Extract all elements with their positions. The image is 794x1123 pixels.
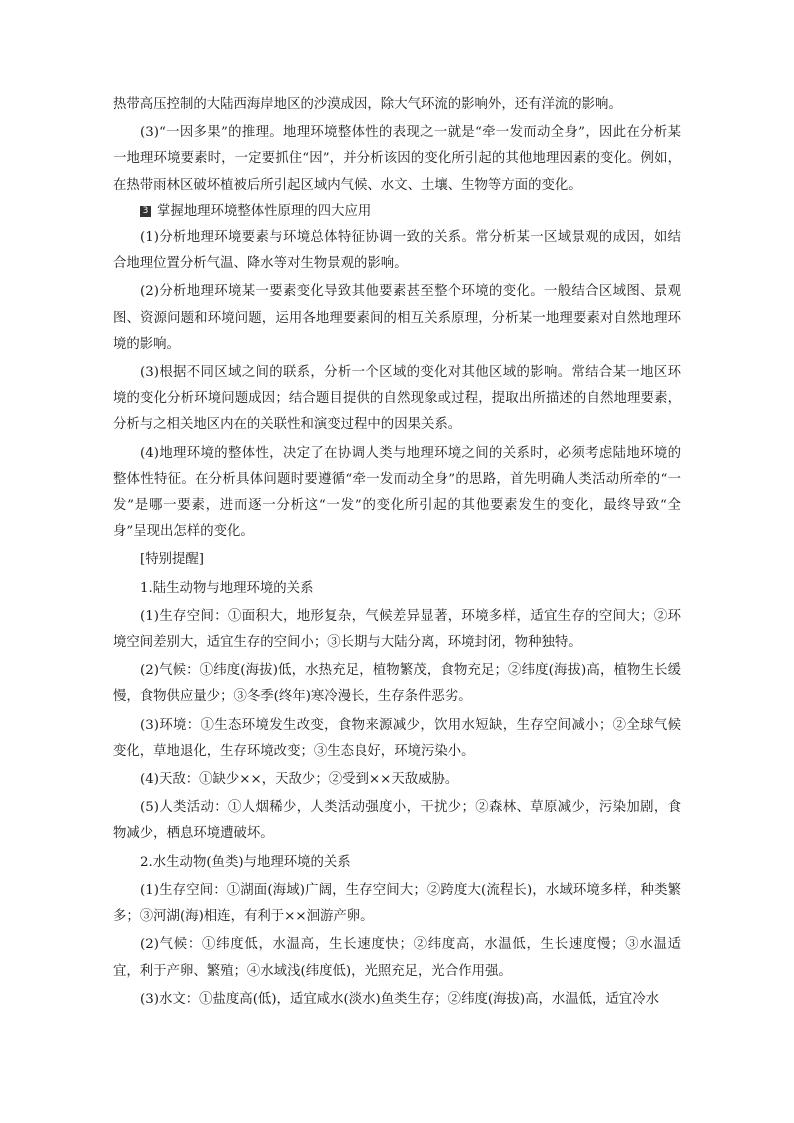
special-tip-label: [特别提醒] bbox=[140, 552, 205, 568]
land-item-predators: (4)天敌：①缺少××，天敌少；②受到××天敌威胁。 bbox=[140, 772, 459, 788]
aquatic-item-climate: (2)气候：①纬度低，水温高，生长速度快；②纬度高，水温低，生长速度慢；③水温适宜，利于产卵、繁殖；④水域浅(纬度低)，光照充足，光合作用强。 bbox=[113, 937, 681, 979]
aquatic-item-hydrology: (3)水文：①盐度高(低)，适宜咸水(淡水)鱼类生存；②纬度(海拔)高，水温低，适宜冷水 bbox=[140, 991, 659, 1007]
land-item-climate: (2)气候：①纬度(海拔)低，水热充足，植物繁茂，食物充足；②纬度(海拔)高，植物生长缓慢，食物供应量少；③冬季(终年)寒冷漫长，生存条件恶劣。 bbox=[113, 663, 681, 705]
paragraph-desert-cause: 热带高压控制的大陆西海岸地区的沙漠成因，除大气环流的影响外，还有洋流的影响。 bbox=[113, 97, 622, 112]
subheading-land-animals: 1.陆生动物与地理环境的关系 bbox=[140, 580, 314, 596]
aquatic-item-living-space: (1)生存空间：①湖面(海域)广阔，生存空间大；②跨度大(流程长)，水域环境多样，种类繁多；③河湖(海)相连，有利于××洄游产卵。 bbox=[113, 882, 681, 925]
land-item-environment: (3)环境：①生态环境发生改变，食物来源减少，饮用水短缺，生存空间减小；②全球气候变化，草地退化，生存环境改变；③生态良好，环境污染小。 bbox=[113, 717, 681, 759]
land-item-living-space: (1)生存空间：①面积大，地形复杂，气候差异显著，环境多样，适宜生存的空间大；②环境空间差别大，适宜生存的空间小；③长期与大陆分离，环境封闭，物种独特。 bbox=[113, 608, 681, 651]
paragraph-application-1: (1)分析地理环境要素与环境总体特征协调一致的关系。常分析某一区域景观的成因，如结合地理位置分析气温、降水等对生物景观的影响。 bbox=[113, 230, 681, 272]
paragraph-application-4: (4)地理环境的整体性，决定了在协调人类与地理环境之间的关系时，必须考虑陆地环境的整体性特征。在分析具体问题时要遵循“牵一发而动全身”的思路，首先明确人类活动所牵的“一发”是哪一要素，进而逐一分析这“一发”的变化所引起的其他要素发生的变化，最终导致“全身”呈现出怎样的变化。 bbox=[113, 445, 681, 540]
paragraph-one-cause-many-effects: (3)“一因多果”的推理。地理环境整体性的表现之一就是“牵一发而动全身”，因此在分析某一地理环境要素时，一定要抓住“因”，并分析该因的变化所引起的其他地理因素的变化。例如，在热带雨林区破坏植被后所引起区域内气候、水文、土壤、生物等方面的变化。 bbox=[113, 125, 681, 193]
subheading-aquatic-animals: 2.水生动物(鱼类)与地理环境的关系 bbox=[140, 854, 351, 870]
section-heading-four-applications bbox=[113, 199, 681, 225]
document-page bbox=[113, 92, 681, 1013]
section-heading-text: 掌握地理环境整体性原理的四大应用 bbox=[157, 203, 372, 219]
land-item-human-activity: (5)人类活动：①人烟稀少，人类活动强度小，干扰少；②森林、草原减少，污染加剧，食物减少，栖息环境遭破坏。 bbox=[113, 800, 681, 842]
paragraph-application-2: (2)分析地理环境某一要素变化导致其他要素甚至整个环境的变化。一般结合区域图、景观图、资源问题和环境问题，运用各地理要素间的相互关系原理，分析某一地理要素对自然地理环境的影响。 bbox=[113, 284, 681, 352]
paragraph-application-3: (3)根据不同区域之间的联系，分析一个区域的变化对其他区域的影响。常结合某一地区环境的变化分析环境问题成因；结合题目提供的自然现象或过程，提取出所描述的自然地理要素，分析与之相关地区内在的关联性和演变过程中的因果关系。 bbox=[113, 365, 681, 433]
section-number-badge: 3 bbox=[140, 206, 151, 217]
